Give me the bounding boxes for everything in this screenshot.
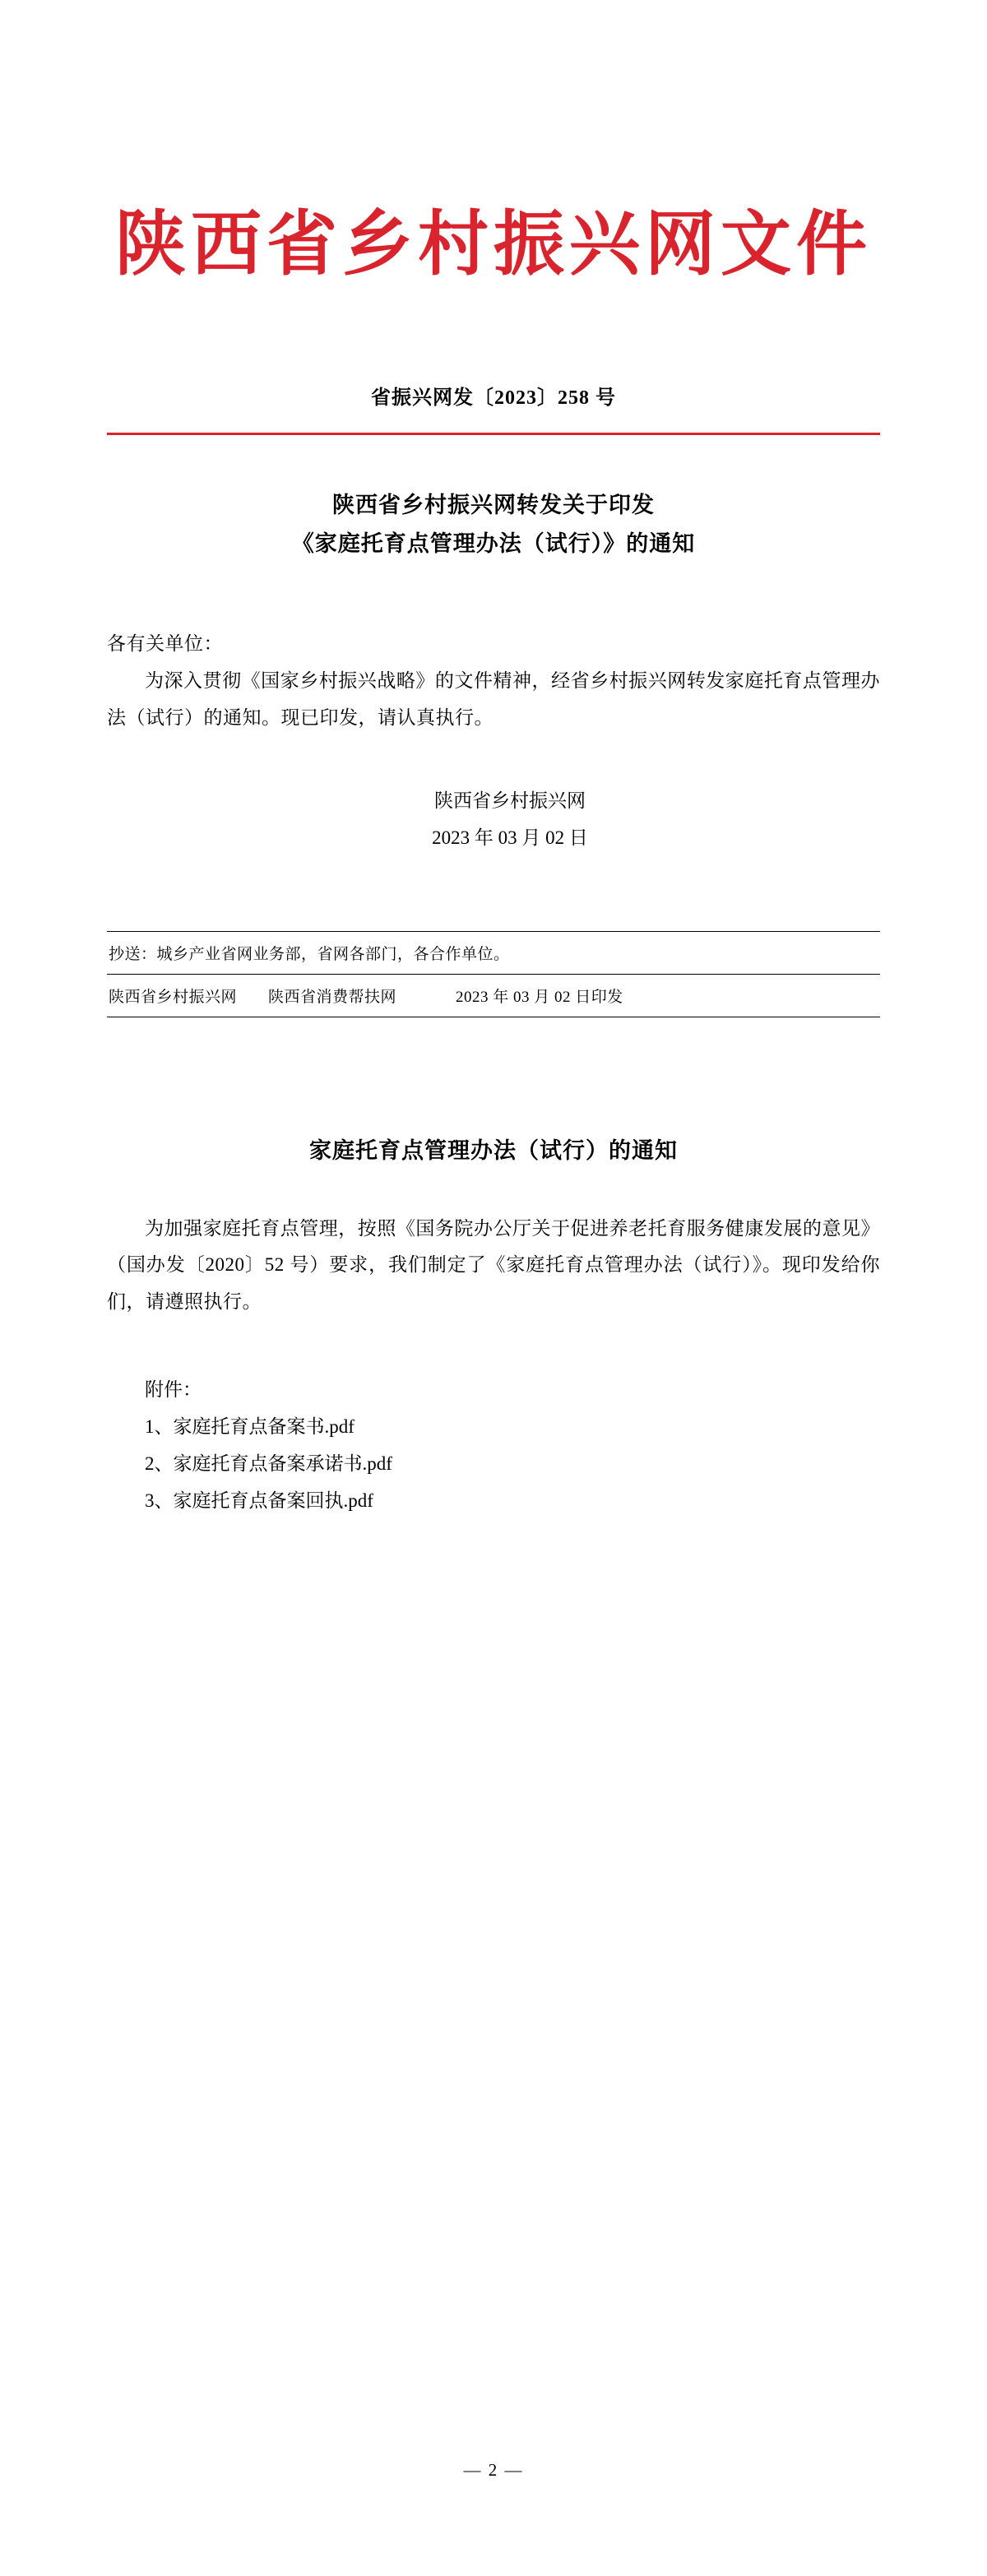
notice-title-line-1: 陕西省乡村振兴网转发关于印发	[332, 492, 655, 517]
attachment-paragraph: 为加强家庭托育点管理，按照《国务院办公厅关于促进养老托育服务健康发展的意见》（国办发〔2020〕52 号）要求，我们制定了《家庭托育点管理办法（试行）》。现印发给你们，请遵照执行。	[107, 1217, 880, 1313]
document-masthead-title: 陕西省乡村振兴网文件	[115, 205, 872, 284]
notice-title	[107, 486, 880, 564]
red-divider-rule	[107, 433, 880, 435]
signature-date: 2023 年 03 月 02 日	[432, 827, 588, 848]
body-paragraph: 为深入贯彻《国家乡村振兴战略》的文件精神，经省乡村振兴网转发家庭托育点管理办法（试行）的通知。现已印发，请认真执行。	[107, 670, 880, 729]
page-number: — 2 —	[463, 2460, 524, 2480]
issue-organization: 陕西省乡村振兴网	[109, 988, 238, 1006]
attachment-item[interactable]: 2、家庭托育点备案承诺书.pdf	[145, 1452, 392, 1474]
document-number: 省振兴网发〔2023〕258 号	[371, 387, 616, 409]
attachment-item[interactable]: 3、家庭托育点备案回执.pdf	[145, 1490, 373, 1511]
attachment-title: 家庭托育点管理办法（试行）的通知	[309, 1137, 678, 1163]
attachment-label: 附件：	[145, 1379, 202, 1401]
signature-block	[107, 783, 880, 857]
issue-line	[107, 975, 880, 1017]
masthead	[107, 0, 880, 435]
issue-date: 2023 年 03 月 02 日印发	[456, 988, 623, 1006]
signature-organization: 陕西省乡村振兴网	[434, 790, 586, 811]
salutation: 各有关单位：	[107, 633, 223, 655]
notice-title-line-2: 《家庭托育点管理办法（试行）》的通知	[291, 531, 696, 557]
issue-partner-organization: 陕西省消费帮扶网	[268, 988, 397, 1006]
attachment-item[interactable]: 1、家庭托育点备案书.pdf	[145, 1415, 354, 1437]
carbon-copy-line: 抄送：城乡产业省网业务部，省网各部门，各合作单位。	[109, 945, 510, 963]
footer-block	[107, 931, 880, 1017]
